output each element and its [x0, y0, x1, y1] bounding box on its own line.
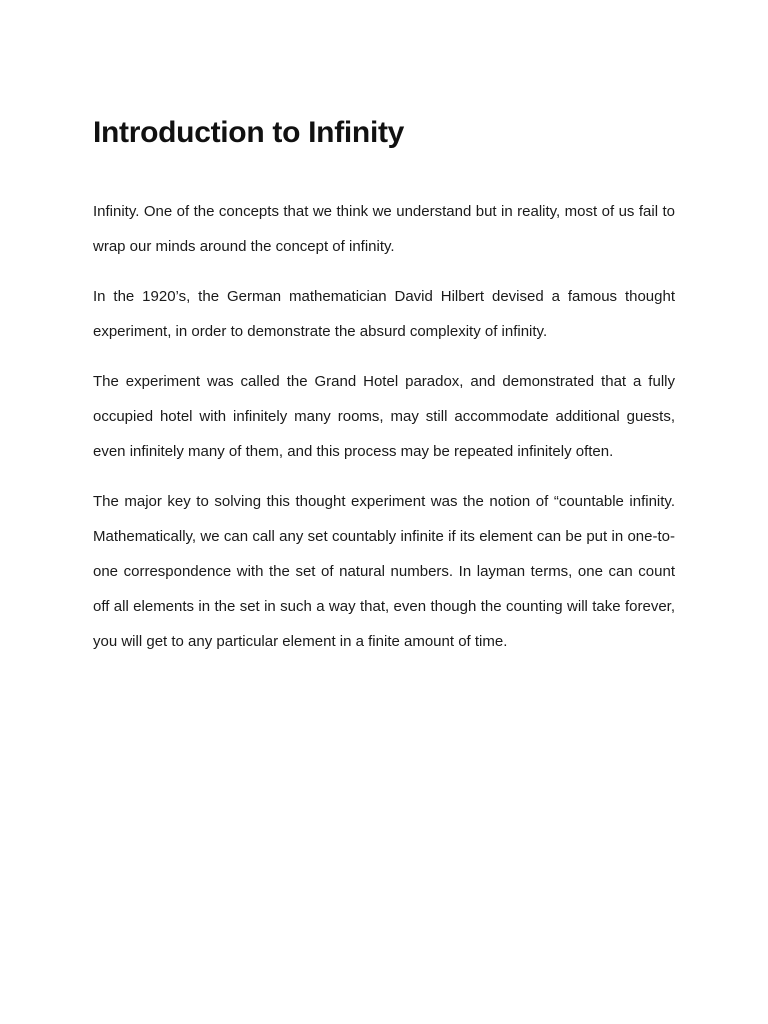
document-body [93, 194, 675, 674]
paragraph-grand-hotel: The experiment was called the Grand Hotel paradox, and demonstrated that a fully occupied hotel with infinitely many rooms, may still accommodate additional guests, even infinitely many of them, and this process may be repeated infinitely often. [93, 373, 675, 460]
paragraph-intro: Infinity. One of the concepts that we think we understand but in reality, most of us fail to wrap our minds around the concept of infinity. [93, 203, 675, 255]
paragraph-countable-infinity: The major key to solving this thought experiment was the notion of “countable infinity. Mathematically, we can call any set countably infinite if its element can be put in one-to-one correspondence with the set of natural numbers. In layman terms, one can count off all elements in the set in such a way that, even though the counting will take forever, you will get to any particular element in a finite amount of time. [93, 493, 675, 650]
paragraph-hilbert: In the 1920’s, the German mathematician David Hilbert devised a famous thought experiment, in order to demonstrate the absurd complexity of infinity. [93, 288, 675, 340]
document-title: Introduction to Infinity [93, 116, 405, 149]
